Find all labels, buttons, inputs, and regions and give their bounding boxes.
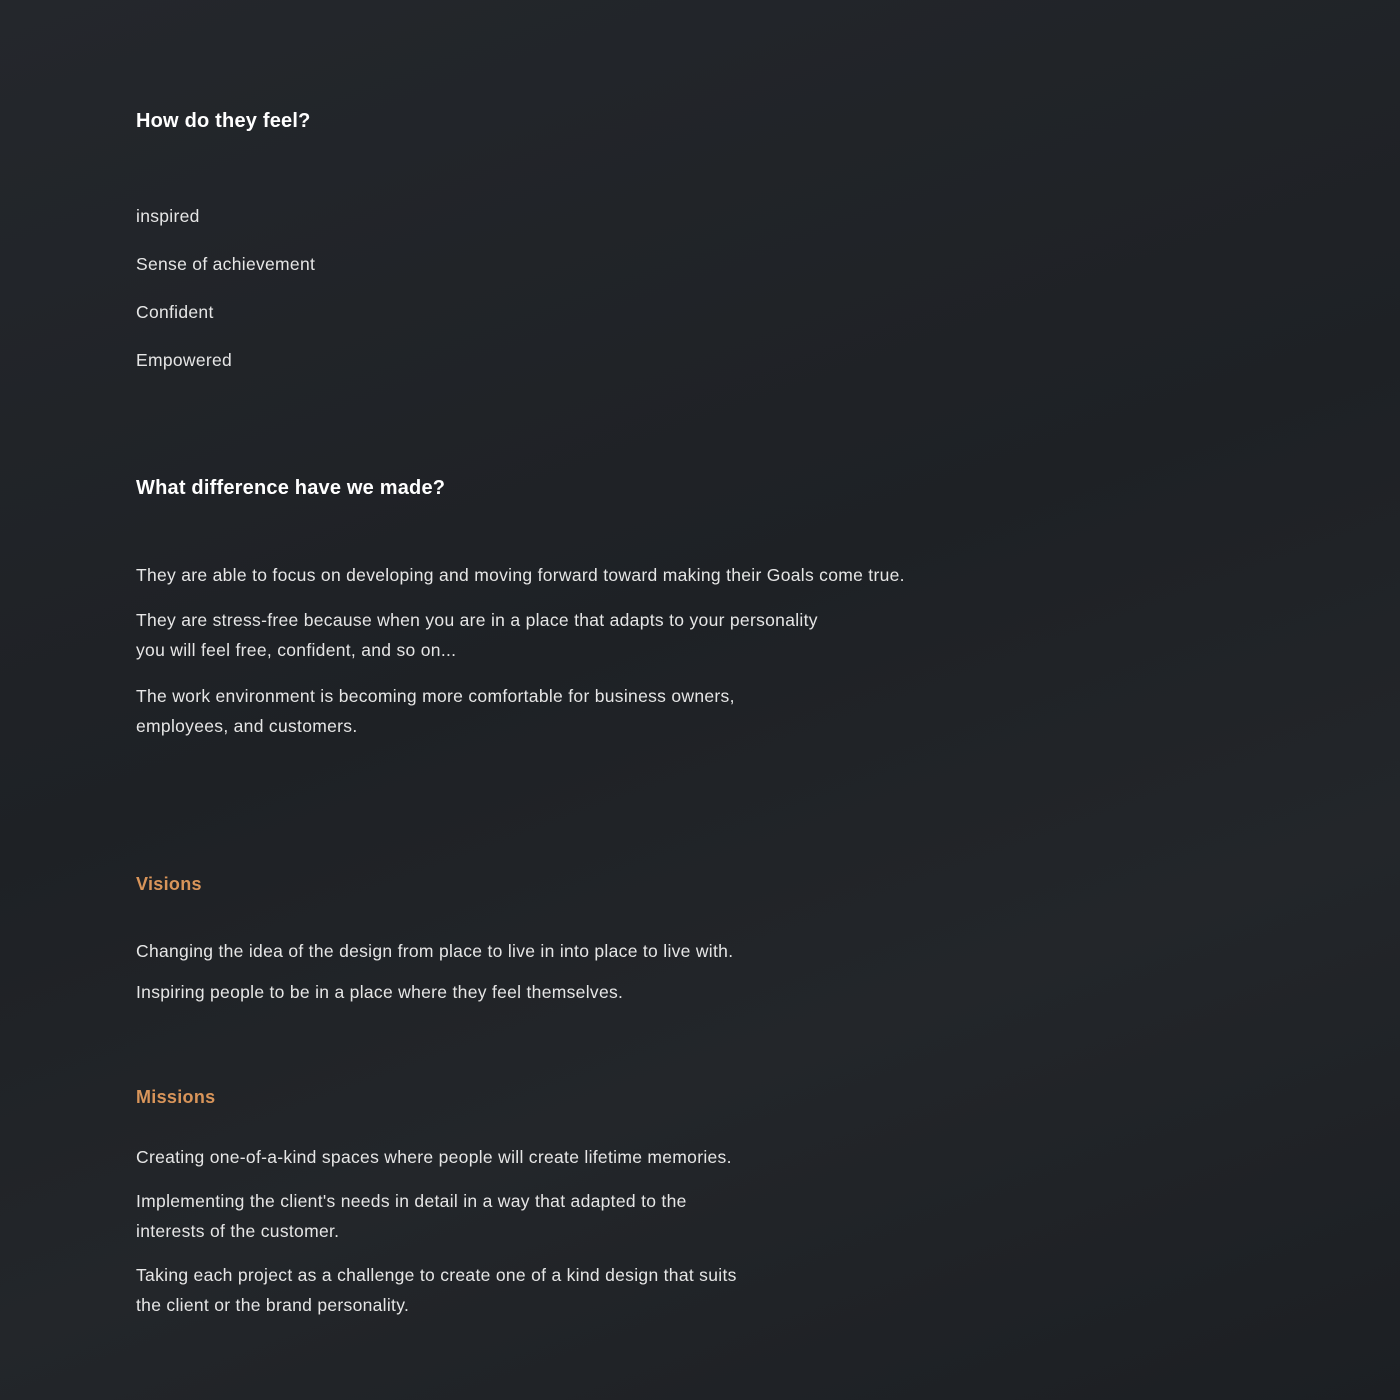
mission-item-1: Creating one-of-a-kind spaces where people will create lifetime memories. [136,1147,732,1167]
feeling-item-achievement: Sense of achievement [136,254,316,274]
feeling-item-empowered: Empowered [136,350,233,370]
mission-item-3-line-2: the client or the brand personality. [136,1295,410,1315]
feelings-heading: How do they feel? [136,110,311,132]
feeling-item-inspired: inspired [136,206,200,226]
difference-paragraph-3-line-2: employees, and customers. [136,716,358,736]
vision-item-1: Changing the idea of the design from place to live in into place to live with. [136,941,734,961]
vision-item-2: Inspiring people to be in a place where they feel themselves. [136,982,624,1002]
feeling-item-confident: Confident [136,302,214,322]
difference-paragraph-2-line-1: They are stress-free because when you are in a place that adapts to your personality [136,610,818,630]
difference-paragraph-2-line-2: you will feel free, confident, and so on... [136,640,457,660]
mission-item-2-line-2: interests of the customer. [136,1221,340,1241]
mission-item-2-line-1: Implementing the client's needs in detail in a way that adapted to the [136,1191,687,1211]
difference-heading: What difference have we made? [136,477,446,499]
mission-item-3-line-1: Taking each project as a challenge to create one of a kind design that suits [136,1265,737,1285]
difference-paragraph-1: They are able to focus on developing and moving forward toward making their Goals come true. [136,565,905,585]
visions-heading: Visions [136,874,202,894]
missions-heading: Missions [136,1087,216,1107]
difference-paragraph-3-line-1: The work environment is becoming more comfortable for business owners, [136,686,735,706]
